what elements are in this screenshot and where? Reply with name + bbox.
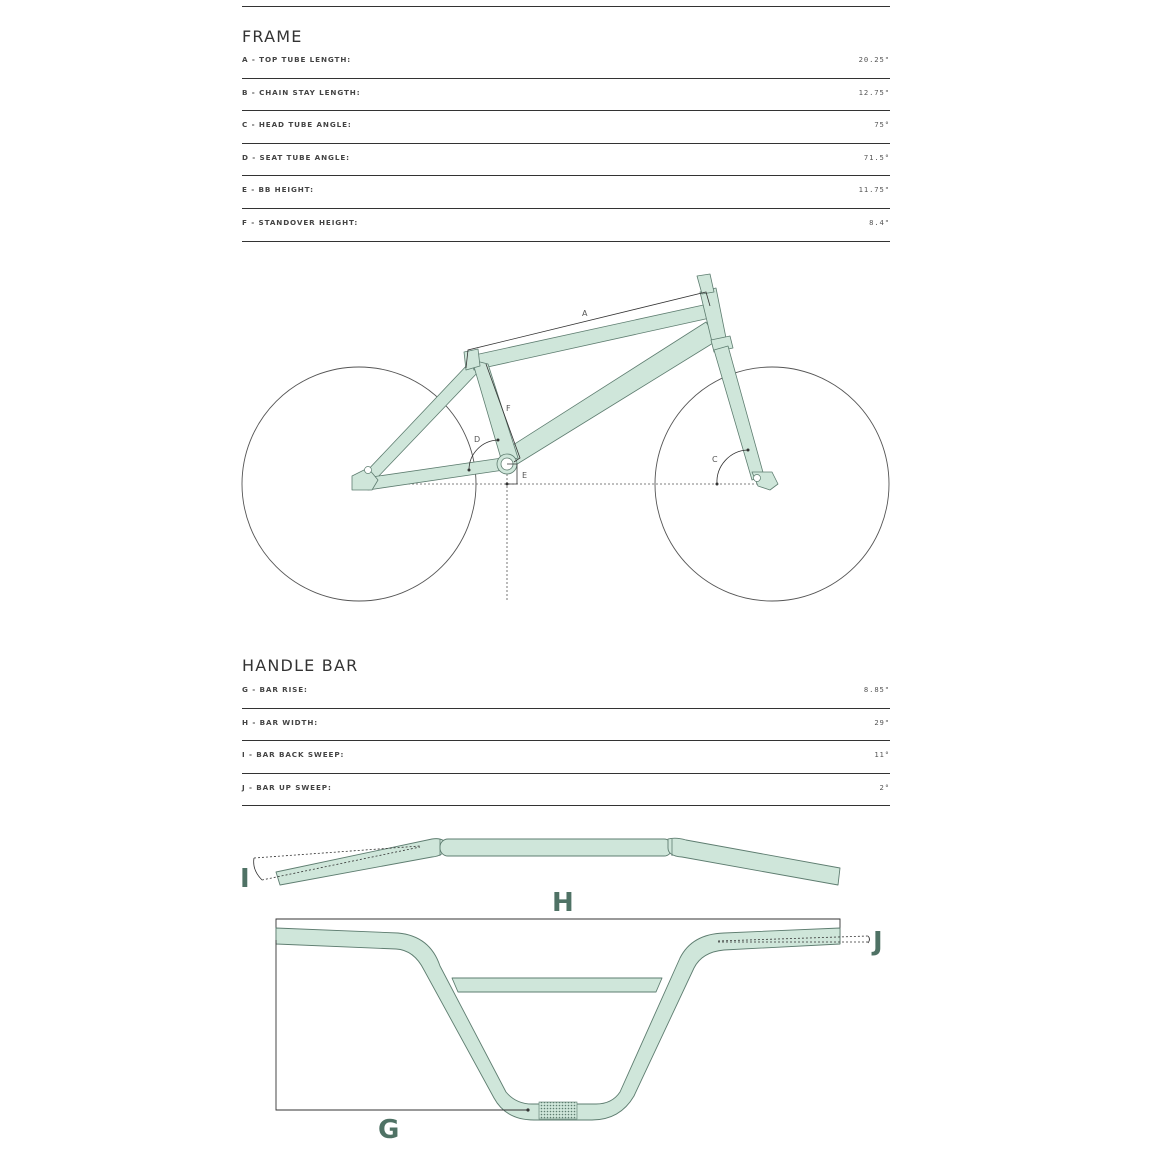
spec-value: 20.25" [858, 55, 890, 64]
handlebar-section-title: HANDLE BAR [242, 656, 359, 675]
upsweep-arc [868, 936, 870, 943]
backsweep-arc [254, 858, 262, 880]
spec-value: 75° [874, 120, 890, 130]
spec-label: G - BAR RISE: [242, 685, 308, 694]
dimension-j-label: J [873, 927, 883, 957]
spec-label: A - TOP TUBE LENGTH: [242, 55, 352, 64]
spec-value: 2° [879, 782, 890, 792]
dimension-h-label: H [552, 888, 574, 918]
dimension-d-label: D [474, 435, 481, 444]
spec-label: C - HEAD TUBE ANGLE: [242, 120, 352, 130]
spec-value: 11.75" [858, 185, 890, 195]
bar-top-view-right [668, 838, 840, 885]
dimension-e-label: E [522, 471, 528, 480]
spec-value: 29" [874, 717, 890, 727]
bar-top-view-center [440, 839, 672, 856]
spec-label: H - BAR WIDTH: [242, 717, 319, 727]
bar-front-view [276, 928, 840, 1120]
spec-value: 8.4" [869, 217, 890, 227]
spec-label: F - STANDOVER HEIGHT: [242, 217, 359, 227]
dimension-a-label: A [582, 309, 588, 318]
spec-label: J - BAR UP SWEEP: [242, 782, 332, 792]
dimension-g-dot [526, 1108, 529, 1111]
bar-top-view-left [276, 839, 448, 885]
spec-label: I - BAR BACK SWEEP: [242, 750, 345, 760]
spec-label: E - BB HEIGHT: [242, 185, 314, 195]
spec-label: D - SEAT TUBE ANGLE: [242, 152, 350, 162]
dimension-g-label: G [378, 1115, 400, 1145]
spec-value: 71.5° [863, 152, 890, 162]
bar-crossbar [452, 978, 662, 992]
spec-value: 8.85" [863, 685, 890, 694]
spec-label: B - CHAIN STAY LENGTH: [242, 87, 361, 97]
dimension-c-label: C [712, 455, 718, 464]
bar-knurling [539, 1102, 577, 1119]
spec-value: 11° [874, 750, 890, 760]
dimension-f-label: F [506, 404, 511, 413]
spec-value: 12.75" [858, 87, 890, 97]
frame-section-title: FRAME [242, 27, 303, 46]
dimension-i-label: I [240, 864, 250, 894]
